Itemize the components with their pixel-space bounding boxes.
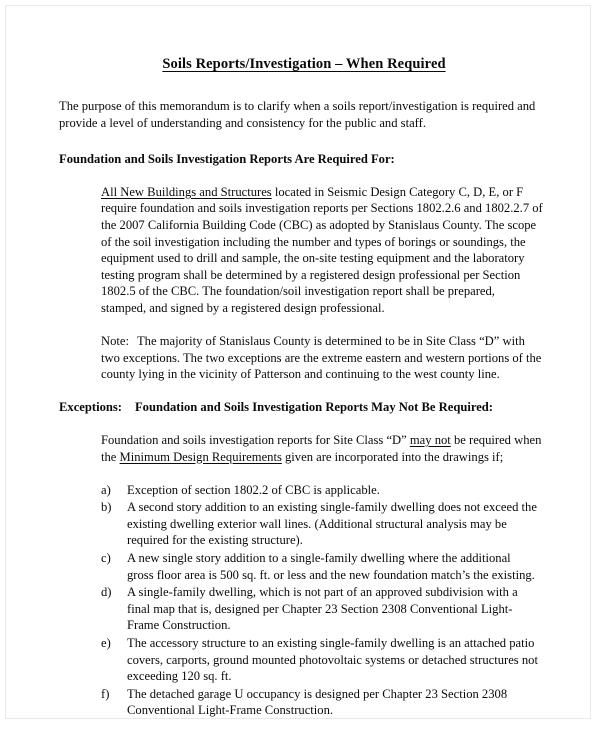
required-body-lead: All New Buildings and Structures <box>101 184 272 199</box>
list-item-text: A new single story addition to a single-family dwelling where the additional gross floor area is 500 sq. ft. or less and the new foundation match’s the existing. <box>127 550 535 582</box>
list-item <box>101 686 539 719</box>
exceptions-lead-part2: be required when the <box>101 432 542 464</box>
exceptions-label: Exceptions: <box>59 400 122 415</box>
list-item <box>101 635 539 685</box>
list-item <box>101 550 539 583</box>
list-item <box>101 499 539 549</box>
list-item-marker: e) <box>101 635 111 650</box>
exceptions-lead-paragraph <box>101 432 549 465</box>
list-item-marker: c) <box>101 550 111 565</box>
list-item-text: A single-family dwelling, which is not part of an approved subdivision with a final map that is, designed per Chapter 23 Section 2308 Conventional Light-Frame Construction. <box>127 585 518 633</box>
exceptions-lead-part3: given are incorporated into the drawings if; <box>281 449 504 464</box>
list-item <box>101 584 539 634</box>
note-paragraph <box>101 333 549 383</box>
list-item-text: The detached garage U occupancy is designed per Chapter 23 Section 2308 Conventional Light-Frame Construction. <box>127 686 508 718</box>
list-item-text: A second story addition to an existing single-family dwelling does not exceed the existing dwelling exterior wall lines. (Additional structural analysis may be required for the existing structure). <box>127 500 537 548</box>
page-title <box>59 56 549 73</box>
list-item-marker: a) <box>101 482 111 497</box>
exceptions-lead-underline2: Minimum Design Requirements <box>119 449 282 464</box>
exceptions-lead-underline1: may not <box>409 432 451 447</box>
page-title-text: Soils Reports/Investigation – When Required <box>162 56 446 72</box>
list-item-marker: f) <box>101 686 110 701</box>
note-label: Note: <box>101 334 129 349</box>
page-content <box>6 6 590 719</box>
exceptions-lead-part1: Foundation and soils investigation reports for Site Class “D” <box>101 432 410 447</box>
section-heading-required: Foundation and Soils Investigation Reports Are Required For: <box>59 152 395 167</box>
list-item-text: The accessory structure to an existing single-family dwelling is an attached patio covers, carports, ground mounted photovoltaic systems or detached structures not exceeding 120 sq. ft. <box>127 635 538 684</box>
required-body-paragraph <box>101 184 549 317</box>
required-body-text: located in Seismic Design Category C, D, E, or F require foundation and soils investigation reports per Sections 1802.2.6 and 1802.2.7 of the 2007 California Building Code (CBC) as adopted by Stanislaus County. The scope of the soil investigation including the number and types of borings or soundings, the equipment used to drill and sample, the on-site testing equipment and the laboratory testing program shall be determined by a registered design professional per Section 1802.5 of the CBC. The foundation/soil investigation report shall be prepared, stamped, and signed by a registered design professional. <box>101 184 543 315</box>
intro-paragraph: The purpose of this memorandum is to clarify when a soils report/investigation is required and provide a level of understanding and consistency for the public and staff. <box>59 99 536 130</box>
section-heading-exceptions <box>59 399 549 416</box>
exceptions-heading-text: Foundation and Soils Investigation Reports May Not Be Required: <box>134 400 493 415</box>
list-item-marker: d) <box>101 585 112 600</box>
note-text: The majority of Stanislaus County is determined to be in Site Class “D” with two exceptions. The two exceptions are the extreme eastern and western portions of the county lying in the vicinity of Patterson and continuing to the west county line. <box>101 334 542 382</box>
list-item-marker: b) <box>101 500 112 515</box>
list-item <box>101 482 539 499</box>
document-page <box>5 5 591 719</box>
exceptions-list <box>101 482 549 719</box>
list-item-text: Exception of section 1802.2 of CBC is applicable. <box>127 482 380 497</box>
